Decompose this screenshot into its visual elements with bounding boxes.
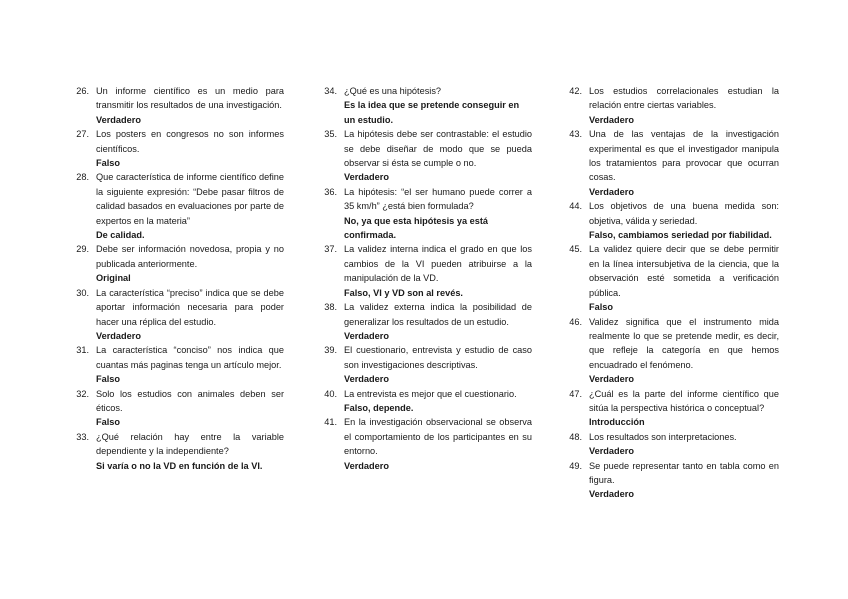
question-item (318, 127, 532, 185)
question-item (318, 300, 532, 343)
answer-text: Verdadero (589, 446, 634, 457)
question-number: 32. (76, 388, 89, 399)
question-item (318, 242, 532, 300)
question-item (563, 199, 779, 242)
question-number: 33. (76, 431, 89, 442)
answer-text: Es la idea que se pretende conseguir en un estudio. (344, 100, 520, 125)
question-item (70, 387, 284, 430)
question-number: 34. (324, 86, 337, 96)
question-text: ¿Qué relación hay entre la variable dependiente y la independiente? (96, 431, 284, 457)
question-text: La validez interna indica el grado en que los cambios de la VI pueden atribuirse a la manipulación de la VD. (344, 244, 532, 284)
question-text: ¿Qué es una hipótesis? (344, 86, 442, 96)
answer-text: Falso (96, 374, 120, 385)
answer-text: Verdadero (344, 172, 389, 183)
column-2 (318, 84, 532, 473)
question-number: 29. (76, 244, 89, 255)
question-number: 27. (76, 129, 89, 140)
question-text: ¿Cuál es la parte del informe científico que sitúa la perspectiva histórica o conceptual? (589, 388, 779, 413)
question-item (70, 286, 284, 344)
question-text: Los objetivos de una buena medida son: objetiva, válida y seriedad. (589, 201, 779, 226)
question-number: 46. (569, 316, 582, 327)
question-text: Se puede representar tanto en tabla como en figura. (589, 460, 779, 485)
question-number: 38. (324, 302, 337, 313)
question-number: 44. (569, 201, 582, 212)
column-1 (70, 84, 284, 473)
answer-text: Verdadero (589, 186, 634, 197)
answer-text: No, ya que esta hipótesis ya está confirmada. (344, 215, 488, 241)
question-text: Validez significa que el instrumento mida realmente lo que se pretende medir, es decir, que refleje la categoría en que hemos encuadrado el fenómeno. (589, 316, 779, 370)
question-text: Una de las ventajas de la investigación experimental es que el investigador manipula los tratamientos para provocar que ocurran cosas. (589, 129, 779, 183)
question-item (318, 84, 532, 127)
question-number: 26. (76, 86, 89, 96)
question-item (563, 242, 779, 314)
answer-text: Falso, VI y VD son al revés. (344, 287, 463, 298)
answer-text: Falso (96, 417, 120, 428)
question-item (563, 84, 779, 127)
question-number: 43. (569, 129, 582, 140)
question-item (318, 185, 532, 243)
answer-text: Falso (589, 302, 613, 313)
question-item (70, 170, 284, 242)
answer-text: Falso (96, 158, 120, 169)
question-number: 48. (569, 431, 582, 442)
question-number: 31. (76, 345, 89, 356)
question-text: Los posters en congresos no son informes científicos. (96, 129, 284, 154)
question-number: 41. (324, 417, 337, 428)
question-item (318, 387, 532, 416)
question-text: Debe ser información novedosa, propia y no publicada anteriormente. (96, 244, 284, 269)
question-item (70, 242, 284, 285)
answer-text: Verdadero (96, 330, 141, 341)
question-item (563, 315, 779, 387)
answer-text: Verdadero (589, 114, 634, 125)
answer-text: Verdadero (344, 374, 389, 385)
answer-text: Verdadero (589, 489, 634, 500)
question-text: La hipótesis: “el ser humano puede correr a 35 km/h” ¿está bien formulada? (344, 186, 532, 212)
question-number: 35. (324, 129, 337, 140)
answer-text: Falso, depende. (344, 402, 414, 413)
question-text: La característica “conciso” nos indica que cuantas más paginas tenga un artículo mejor. (96, 345, 284, 370)
question-item (563, 459, 779, 502)
answer-text: Introducción (589, 417, 645, 428)
question-number: 28. (76, 172, 89, 183)
question-item (563, 127, 779, 199)
question-number: 45. (569, 244, 582, 255)
answer-text: Falso, cambiamos seriedad por fiabilidad. (589, 230, 772, 241)
answer-text: Verdadero (344, 330, 389, 341)
question-item (70, 343, 284, 386)
question-number: 49. (569, 460, 582, 471)
question-number: 42. (569, 86, 582, 96)
answer-text: Verdadero (344, 460, 389, 471)
question-text: Un informe científico es un medio para transmitir los resultados de una investigación. (96, 86, 284, 111)
question-text: La validez quiere decir que se debe permitir en la línea intersubjetiva de la ciencia, que la observación esté sometida a verificación pública. (589, 244, 779, 298)
question-text: En la investigación observacional se observa el comportamiento de los participantes en su entorno. (344, 417, 532, 457)
question-text: Solo los estudios con animales deben ser éticos. (96, 388, 284, 413)
answer-text: Original (96, 273, 131, 284)
question-text: La entrevista es mejor que el cuestionario. (344, 388, 517, 399)
question-item (563, 387, 779, 430)
answer-text: Verdadero (96, 114, 141, 125)
question-number: 40. (324, 388, 337, 399)
question-number: 37. (324, 244, 337, 255)
question-text: La característica “preciso” indica que se debe aportar información necesaria para poder hacer una réplica del estudio. (96, 287, 284, 327)
question-item (563, 430, 779, 459)
question-item (70, 127, 284, 170)
question-number: 39. (324, 345, 337, 356)
question-text: Que característica de informe científico define la siguiente expresión: “Debe pasar filtros de calidad basados en evaluaciones por parte de expertos en la materia” (96, 172, 284, 226)
question-item (318, 343, 532, 386)
question-item (318, 415, 532, 473)
answer-text: Si varía o no la VD en función de la VI. (96, 460, 263, 471)
answer-text: De calidad. (96, 230, 145, 241)
question-item (70, 84, 284, 127)
question-number: 47. (569, 388, 582, 399)
question-text: La validez externa indica la posibilidad de generalizar los resultados de un estudio. (344, 302, 532, 327)
question-text: Los estudios correlacionales estudian la relación entre ciertas variables. (589, 86, 779, 111)
column-3 (563, 84, 779, 502)
question-text: Los resultados son interpretaciones. (589, 431, 737, 442)
question-text: La hipótesis debe ser contrastable: el estudio se debe diseñar de modo que se pueda observar si ésta se cumple o no. (344, 129, 532, 169)
question-number: 36. (324, 186, 337, 197)
question-text: El cuestionario, entrevista y estudio de caso son investigaciones descriptivas. (344, 345, 532, 370)
question-item (70, 430, 284, 473)
question-number: 30. (76, 287, 89, 298)
answer-text: Verdadero (589, 374, 634, 385)
